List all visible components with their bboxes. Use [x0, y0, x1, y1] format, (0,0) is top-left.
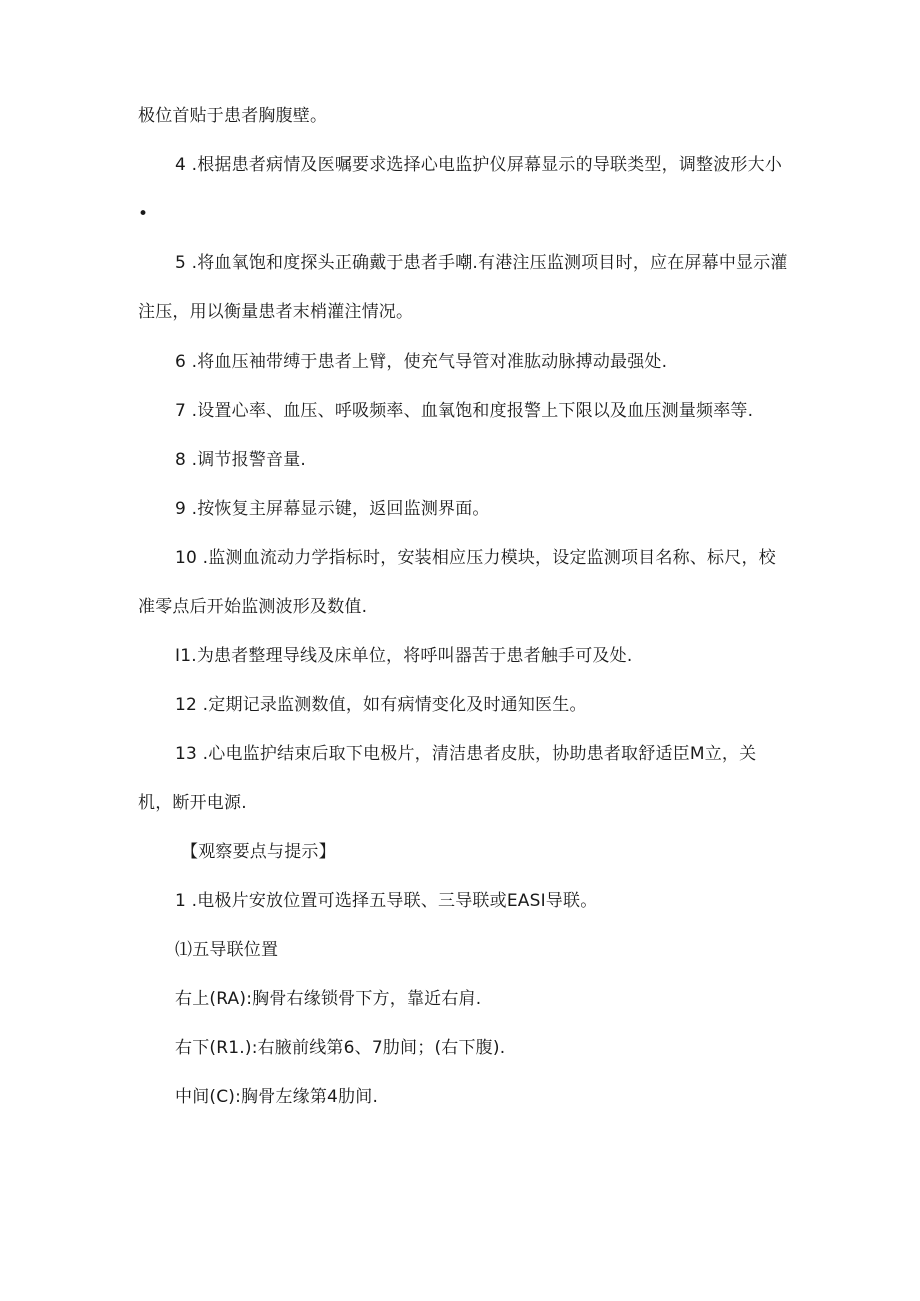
subheading: ⑴五导联位置: [175, 940, 279, 960]
text-line: 10 .监测血流动力学指标时，安装相应压力模块，设定监测项目名称、标尺，校: [175, 548, 776, 568]
text-line: 12 .定期记录监测数值，如有病情变化及时通知医生。: [175, 695, 587, 715]
text-line: 注压，用以衡量患者末梢灌注情况。: [138, 302, 414, 322]
text-line: 右下(R1.):右腋前线第6、7肋间；(右下腹).: [175, 1038, 506, 1058]
text-line: 13 .心电监护结束后取下电极片，清洁患者皮肤，协助患者取舒适臣M立，关: [175, 744, 757, 764]
text-line: 4 .根据患者病情及医嘱要求选择心电监护仪屏幕显示的导联类型，调整波形大小: [175, 155, 783, 175]
text-line: 极位首贴于患者胸腹壁。: [138, 106, 328, 126]
text-line: 中间(C):胸骨左缘第4肋间.: [175, 1087, 379, 1107]
text-line: 右上(RA):胸骨右缘锁骨下方，靠近右肩.: [175, 989, 482, 1009]
text-line: 9 .按恢复主屏幕显示键，返回监测界面。: [175, 499, 490, 519]
text-line: 机，断开电源.: [138, 793, 247, 813]
section-heading: 【观察要点与提示】: [181, 842, 336, 862]
text-line: 1 .电极片安放位置可选择五导联、三导联或EASI导联。: [175, 891, 598, 911]
text-line: 5 .将血氧饱和度探头正确戴于患者手嘲.有港注压监测项目时，应在屏幕中显示灌: [175, 253, 788, 273]
text-line: •: [138, 204, 149, 224]
text-line: 8 .调节报警音量.: [175, 450, 307, 470]
text-line: 7 .设置心率、血压、呼吸频率、血氧饱和度报警上下限以及血压测量频率等.: [175, 401, 754, 421]
text-line: I1.为患者整理导线及床单位，将呼叫器苦于患者触手可及处.: [175, 646, 633, 666]
text-line: 准零点后开始监测波形及数值.: [138, 597, 368, 617]
text-line: 6 .将血压袖带缚于患者上臂，使充气导管对准肱动脉搏动最强处.: [175, 352, 668, 372]
